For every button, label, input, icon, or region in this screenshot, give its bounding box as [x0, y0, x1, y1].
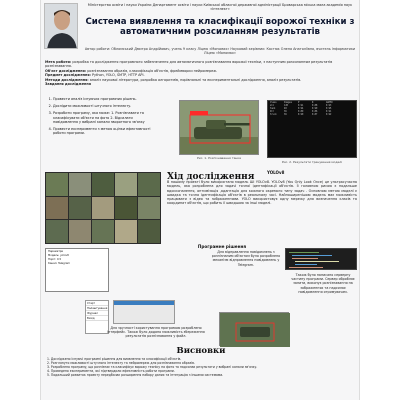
object-label: Об'єкт дослідження:: [45, 68, 87, 73]
conclusions-list: [47, 357, 355, 377]
panel-line: Поріг: 0.5: [48, 257, 62, 261]
methods-text: аналіз наукової літератури, розробка алгоритмів, порівняльні та експериментальні дослідження, аналіз результатів.: [89, 77, 302, 82]
menu-item: Старт: [86, 301, 108, 306]
table-row: truck 36 0.90 0.87 0.92: [270, 113, 332, 117]
authors: Автор роботи: Обломський Дмитро Андрійович, учень 9 класу Ліцею «Мономах» Науковий керівник: Кастюк Олена Анатоліївна, вчитель інформатики Ліцею «Мономах»: [84, 47, 356, 56]
tasks-list: [45, 97, 155, 169]
program-heading: Програмне рішення: [197, 244, 247, 249]
research-heading: Хід дослідження: [167, 172, 255, 182]
task-item: 3. Розробити програму, яка може: 1. Розпізнавати та класифікувати об'єкти на фото 2. Відсилати повідомлення у вибрані канали зворотного зв'язку: [53, 111, 155, 124]
goal-text: розробка та дослідження програмного забезпечення для автоматичного розпізнавання ворожої техніки, з наступним розсиланням результатів розпізнавання.: [45, 60, 333, 69]
task-item: 1. Провести аналіз існуючих програмних рішень.: [53, 97, 155, 101]
author-photo: [44, 3, 78, 49]
poster: [40, 0, 360, 400]
program-text-telegram: Для відправлення повідомлень з розпізнаним об'єктом було розроблено механізм відправлення повідомлень у Telegram.: [211, 250, 281, 267]
conclusion-item: 2. Розглянуто можливості штучного інтелекту та нейромереж для розпізнавання образів.: [47, 361, 195, 366]
program-text-server: Також було написано серверну частину програми. Сервер обробляє запити, виконує розпізнавання на зображеннях та надсилає повідомлення отримувачам.: [291, 273, 355, 294]
tasks-label: Завдання дослідження: [45, 82, 91, 87]
code-screenshot: [285, 248, 357, 270]
ministry-header: Міністерство освіти і науки України Департамент освіти і науки Київської обласної державної адміністрації Броварська міська мала академія наук «Інтелект»: [87, 3, 353, 12]
conclusions-heading: Висновки: [176, 346, 226, 356]
panel-line: Параметри: [48, 249, 64, 253]
program-text-interface: Для зручності користування програмою розроблено інтерфейс. Також було додано можливість збереження результатів розпізнавання у файл.: [107, 326, 205, 339]
table-row: all 120 0.91 0.88 0.93: [270, 104, 332, 108]
conclusion-item: 4. Проведено експерименти, які підтвердили ефективність роботи програми.: [47, 369, 175, 374]
tank-detection-image: [179, 100, 259, 155]
panel-line: Модель: yolov8: [48, 253, 69, 257]
yolo-heading: YOLOv8: [267, 170, 285, 175]
task-item: 2. Дослідити можливості штучного інтелекту.: [53, 104, 155, 108]
dataset-collage: [45, 172, 161, 244]
detection-result-image: [219, 312, 289, 346]
menu-item: Налаштування: [87, 306, 108, 310]
settings-panel-screenshot: [45, 248, 109, 292]
object-text: розпізнавання образів, класифікація об'єктів, фреймворки нейромереж.: [87, 68, 218, 73]
conclusion-item: 1. Досліджено існуючі програмні рішення для виявлення та класифікації об'єктів.: [47, 357, 182, 361]
methods-label: Методи дослідження:: [45, 77, 89, 82]
table-caption: Рис. 2. Результати тренування моделі: [281, 160, 343, 164]
research-text: В нашому проекті було використано модель ШІ YOLOv8. YOLOv8 (You Only Look Once) це ультрасучасна модель, яка розроблена для задачі точної ідентифікації об'єктів. Її головною рисою є подальше вдосконалення, оптимізація ,адаптація для кожного окремого типу задач . Основною метою моделі є швидка та точна ідентифікація об'єктів в реальному часі. Найпоширенішою модель має можливість працювати з відео та зображеннями. YOLO використовує одну мережу для визначення класів та координат об'єктів, що робить її швидшою за інші моделі.: [167, 180, 357, 206]
conclusion-item: 3. Розроблено програму, що розпізнає та класифікує ворожу техніку на фото та надсилає результати у вибрані канали зв'язку.: [47, 365, 258, 370]
panel-line: Канал: Telegram: [48, 261, 70, 265]
subject-text: Python, YOLO, SMTP, HTTP API.: [91, 73, 145, 78]
table-row: btr 36 0.89 0.86 0.91: [270, 110, 332, 114]
poster-title: Система виявлення та класифікації ворожої техніки з автоматичним розсиланням результатів: [85, 17, 355, 37]
menu-item: Вихід: [86, 316, 108, 321]
app-ui-screenshot: [113, 300, 175, 324]
menu-item: Журнал: [86, 311, 108, 316]
table-row: Class Images P R mAP50: [270, 101, 333, 104]
training-results-table: [267, 100, 357, 158]
intro-block: [45, 60, 357, 86]
table-row: tank 48 0.94 0.90 0.95: [270, 107, 332, 111]
conclusion-item: 5. Подальший розвиток проекту передбачає розширення набору даних та інтеграцію з іншими системами.: [47, 373, 224, 378]
tank-caption: Рис. 1. Розпізнавання танка: [196, 156, 242, 160]
task-item: 4. Провести експерименти з метою оцінки ефективності роботи програми.: [53, 127, 155, 135]
goal-label: Мета роботи:: [45, 60, 72, 64]
subject-label: Предмет дослідження:: [45, 73, 91, 78]
